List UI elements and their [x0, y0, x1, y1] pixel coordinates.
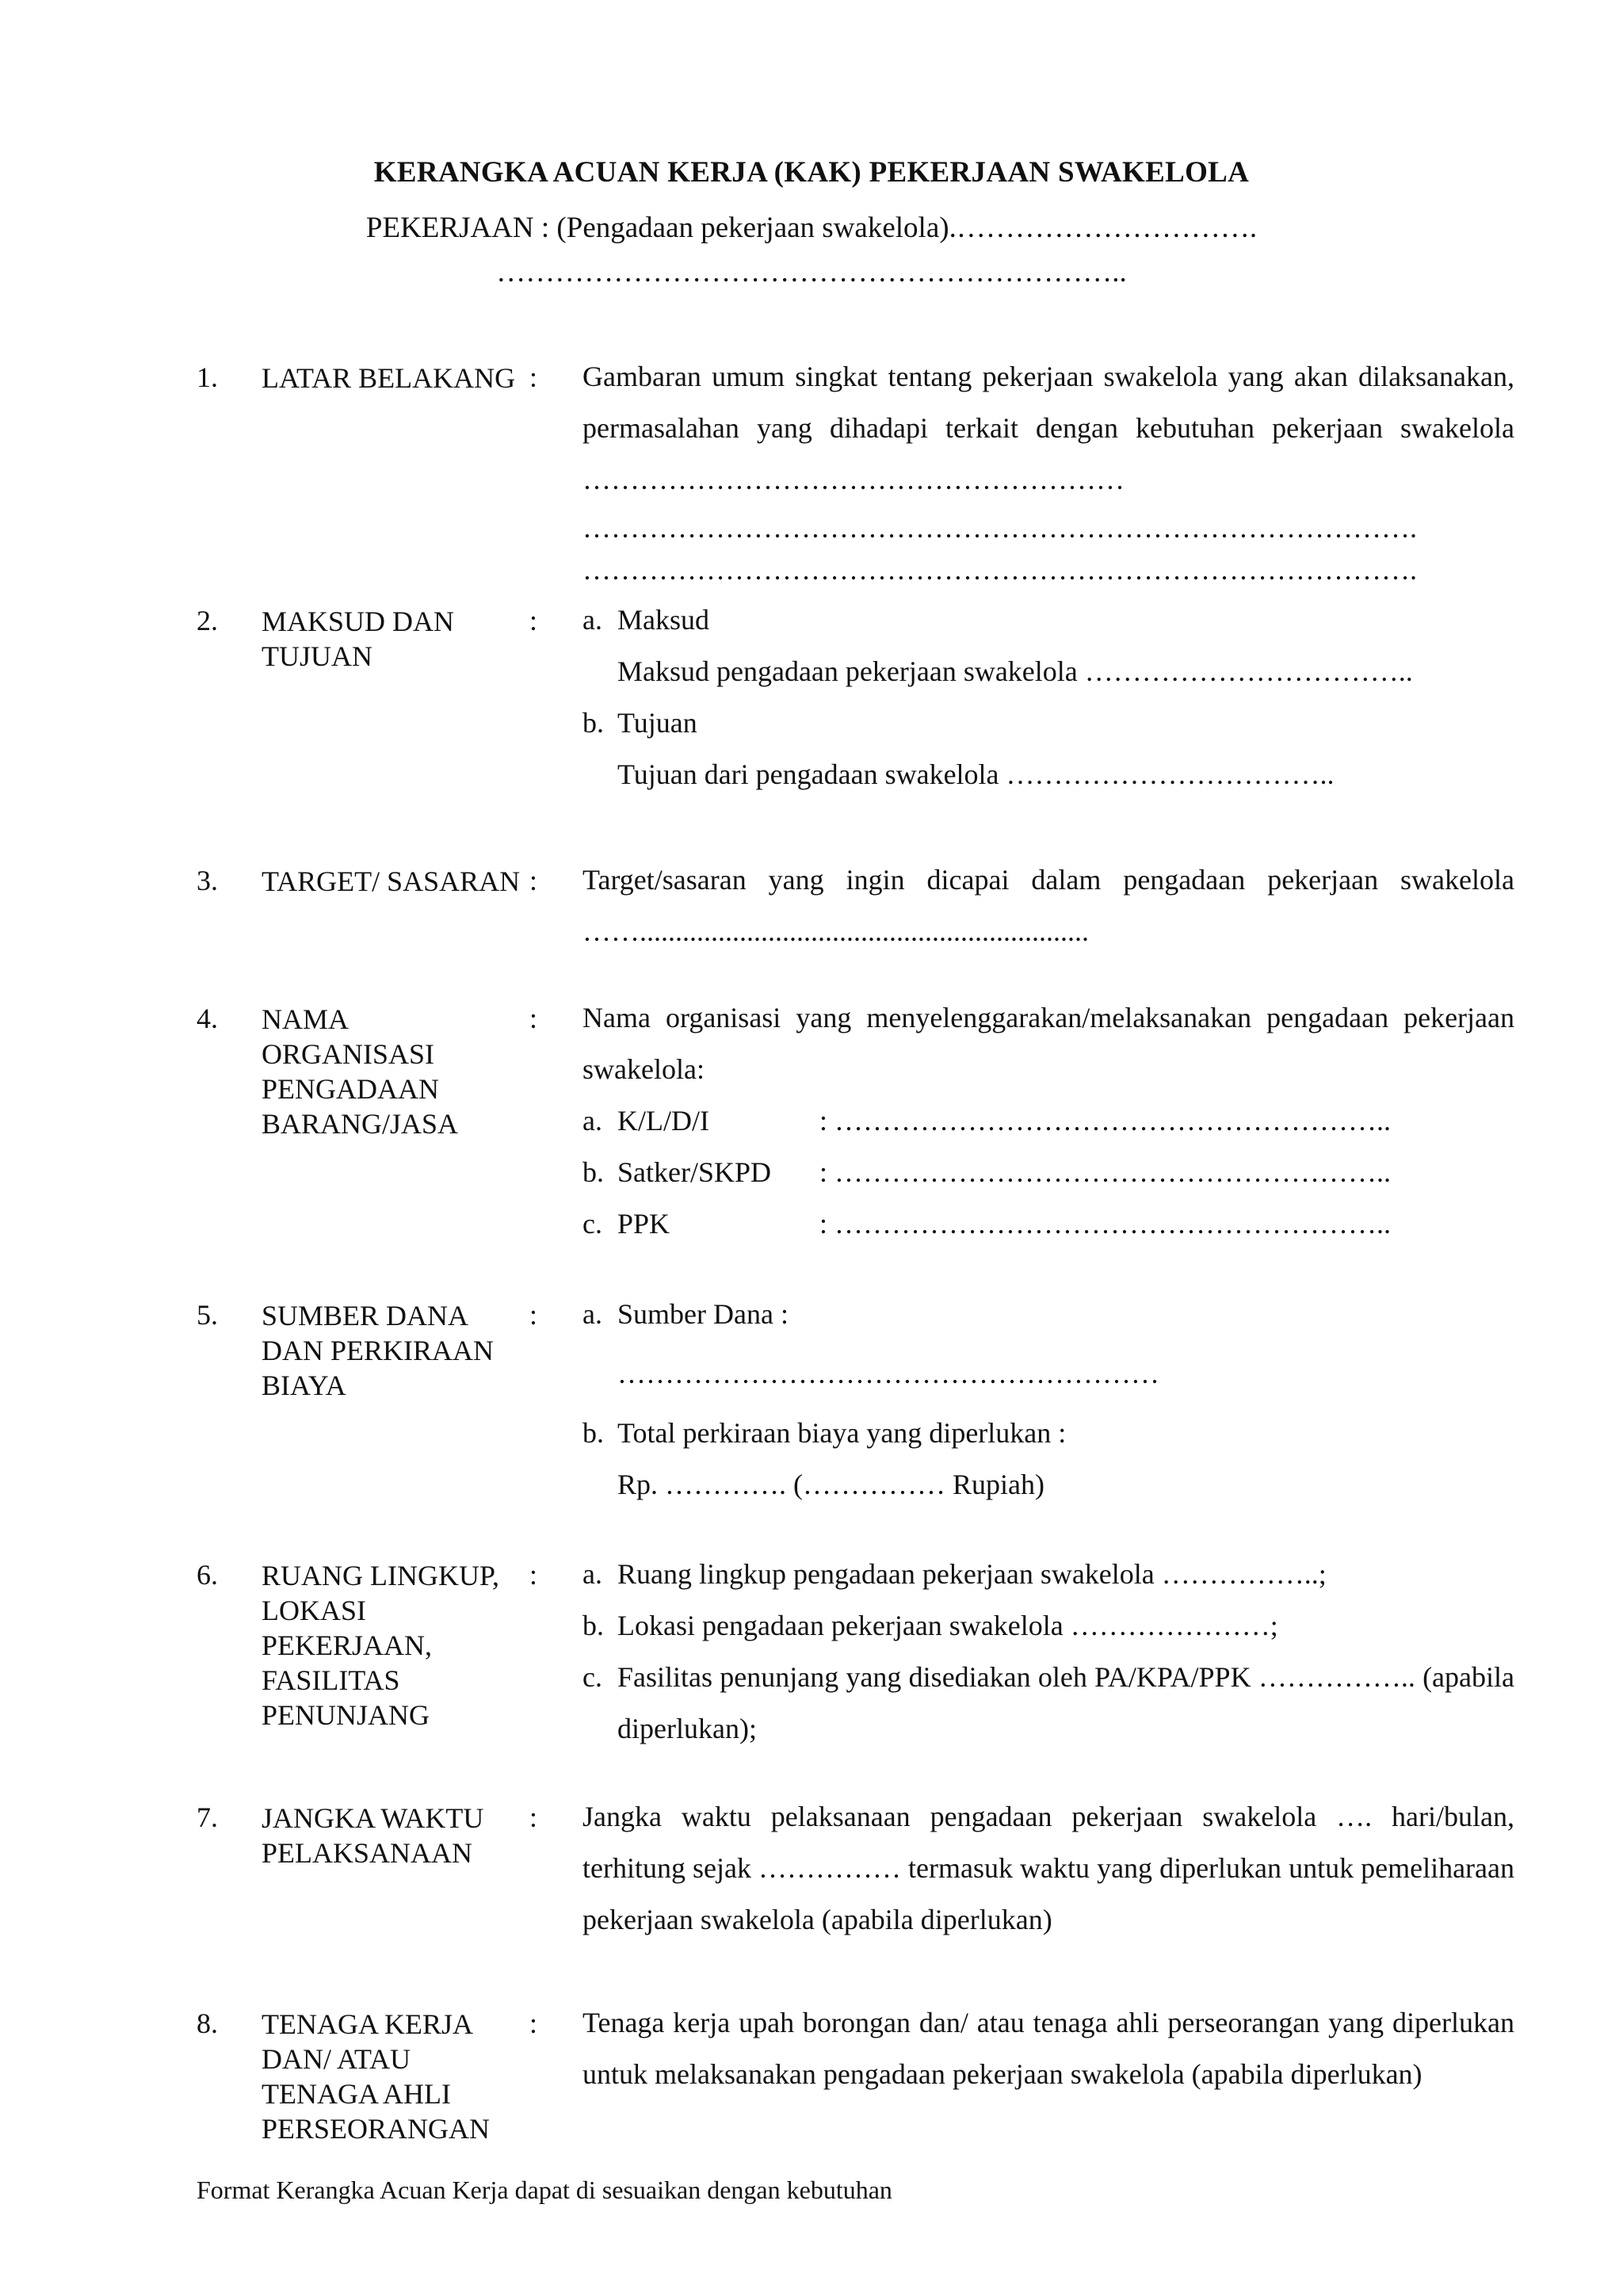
- document-subtitle: PEKERJAAN : (Pengadaan pekerjaan swakelola).………………………….: [365, 212, 1258, 244]
- section-label: SUMBER DANA DAN PERKIRAAN BIAYA: [262, 1300, 495, 1401]
- list-item: [582, 1198, 1514, 1250]
- section-number: 2.: [197, 605, 218, 636]
- section-number: 7.: [197, 1801, 218, 1833]
- section-colon: :: [529, 1299, 538, 1331]
- section-label: TENAGA KERJA DAN/ ATAU TENAGA AHLI PERSEORANGAN: [262, 2008, 491, 2145]
- list-key: PPK: [617, 1208, 670, 1240]
- section-dots-line: …………………………………………………………………………….: [582, 554, 1417, 586]
- section-colon: :: [529, 605, 538, 636]
- section-dots-line: …………………………………………………………………………….: [582, 512, 1417, 544]
- section-number: 3.: [197, 865, 218, 896]
- list-value: : …………………………………………………..: [819, 1208, 1392, 1240]
- section-number: 8.: [197, 2008, 218, 2039]
- section-label: LATAR BELAKANG: [262, 362, 516, 394]
- document-title: KERANGKA ACUAN KERJA (KAK) PEKERJAAN SWAKELOLA: [373, 156, 1250, 189]
- section-number: 4.: [197, 1003, 218, 1034]
- section-number: 5.: [197, 1299, 218, 1331]
- section-text: Nama organisasi yang menyelenggarakan/melaksanakan pengadaan pekerjaan swakelola:: [582, 1002, 1514, 1085]
- list-item: [582, 1549, 1514, 1600]
- page-footer-note: Format Kerangka Acuan Kerja dapat di sesuaikan dengan kebutuhan: [197, 2176, 892, 2204]
- list-marker: a.: [582, 1558, 602, 1590]
- list-item: [582, 1652, 1514, 1755]
- section-colon: :: [529, 361, 538, 393]
- list-text: Fasilitas penunjang yang disediakan oleh PA/KPA/PPK …………….. (apabila diperlukan);: [617, 1661, 1514, 1744]
- section-colon: :: [529, 1801, 538, 1833]
- section-colon: :: [529, 1003, 538, 1034]
- section-colon: :: [529, 2008, 538, 2039]
- list-value: : …………………………………………………..: [819, 1156, 1392, 1188]
- list-text: Ruang lingkup pengadaan pekerjaan swakelola ……………..;: [617, 1558, 1327, 1590]
- section-number: 1.: [197, 361, 218, 393]
- section-colon: :: [529, 1559, 538, 1591]
- list-text: Tujuan dari pengadaan swakelola ……………………………..: [617, 758, 1335, 790]
- list-text: Lokasi pengadaan pekerjaan swakelola …………………;: [617, 1610, 1278, 1641]
- document-subtitle-dots: ………………………………………………………..: [496, 256, 1127, 288]
- list-title: Maksud: [617, 604, 709, 636]
- list-marker: b.: [582, 1156, 604, 1188]
- list-marker: a.: [582, 1298, 602, 1330]
- list-marker: c.: [582, 1661, 602, 1693]
- list-item: [582, 1095, 1514, 1147]
- list-text: …………………………………………………: [617, 1358, 1159, 1389]
- section-label: RUANG LINGKUP, LOKASI PEKERJAAN, FASILITAS PENUNJANG: [262, 1560, 500, 1731]
- list-item: [582, 1147, 1514, 1198]
- list-marker: b.: [582, 1610, 604, 1641]
- list-marker: b.: [582, 1417, 604, 1449]
- list-key: Satker/SKPD: [617, 1156, 772, 1188]
- section-label: MAKSUD DAN TUJUAN: [262, 606, 455, 672]
- list-text: Rp. …………. (…………… Rupiah): [617, 1469, 1044, 1500]
- section-text: Tenaga kerja upah borongan dan/ atau tenaga ahli perseorangan yang diperlukan untuk melaksanakan pengadaan pekerjaan swakelola (apabila diperlukan): [582, 2007, 1514, 2090]
- list-marker: b.: [582, 707, 604, 739]
- section-label: JANGKA WAKTU PELAKSANAAN: [262, 1802, 484, 1869]
- section-label: TARGET/ SASARAN: [262, 865, 521, 897]
- list-key: K/L/D/I: [617, 1105, 709, 1137]
- list-title: Sumber Dana :: [617, 1298, 789, 1330]
- section-label: NAMA ORGANISASI PENGADAAN BARANG/JASA: [262, 1003, 459, 1140]
- section-number: 6.: [197, 1559, 218, 1591]
- list-title: Tujuan: [617, 707, 697, 739]
- list-marker: a.: [582, 604, 602, 636]
- section-colon: :: [529, 865, 538, 896]
- list-value: : …………………………………………………..: [819, 1105, 1392, 1137]
- section-text: Target/sasaran yang ingin dicapai dalam pengadaan pekerjaan swakelola ……...............................................................: [582, 864, 1514, 947]
- list-title: Total perkiraan biaya yang diperlukan :: [617, 1417, 1067, 1449]
- section-text: Jangka waktu pelaksanaan pengadaan pekerjaan swakelola …. hari/bulan, terhitung sejak …………… termasuk waktu yang diperlukan untuk pemeliharaan pekerjaan swakelola (apabila diperlukan): [582, 1801, 1514, 1935]
- list-item: [582, 1600, 1514, 1652]
- section-text: Gambaran umum singkat tentang pekerjaan swakelola yang akan dilaksanakan, permasalahan yang dihadapi terkait dengan kebutuhan pekerjaan swakelola …………………………………………………: [582, 361, 1514, 495]
- list-marker: a.: [582, 1105, 602, 1137]
- list-text: Maksud pengadaan pekerjaan swakelola ……………………………..: [617, 655, 1413, 687]
- list-marker: c.: [582, 1208, 602, 1240]
